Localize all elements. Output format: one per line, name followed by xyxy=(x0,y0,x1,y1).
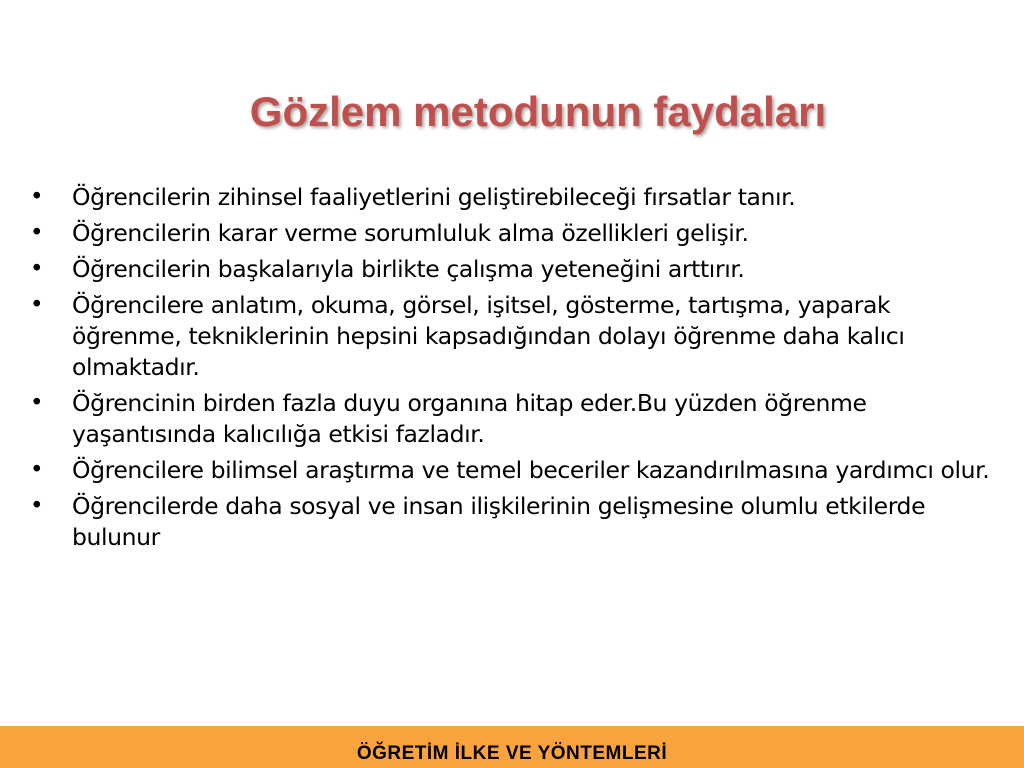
list-item xyxy=(30,491,990,553)
bullet-icon: • xyxy=(30,184,44,210)
list-item xyxy=(30,182,990,213)
list-item-text: Öğrencilerde daha sosyal ve insan ilişkilerinin gelişmesine olumlu etkilerde bulunur xyxy=(72,492,926,551)
list-item-text: Öğrencilerin başkalarıyla birlikte çalışma yeteneğini arttırır. xyxy=(72,255,745,283)
bullet-icon: • xyxy=(30,493,44,519)
list-item-text: Öğrencilere bilimsel araştırma ve temel beceriler kazandırılmasına yardımcı olur. xyxy=(72,456,990,484)
footer-bar xyxy=(0,726,1024,768)
bullet-icon: • xyxy=(30,457,44,483)
list-item-text: Öğrencinin birden fazla duyu organına hitap eder.Bu yüzden öğrenme yaşantısında kalıcılığa etkisi fazladır. xyxy=(72,389,867,448)
bullet-icon: • xyxy=(30,292,44,318)
bullet-icon: • xyxy=(30,256,44,282)
list-item xyxy=(30,218,990,249)
list-item-text: Öğrencilere anlatım, okuma, görsel, işitsel, gösterme, tartışma, yaparak öğrenme, tekniklerinin hepsini kapsadığından dolayı öğrenme daha kalıcı olmaktadır. xyxy=(72,291,905,381)
bullet-icon: • xyxy=(30,220,44,246)
bullet-list xyxy=(30,182,990,558)
slide-title: Gözlem metodunun faydaları xyxy=(249,88,827,135)
bullet-icon: • xyxy=(30,390,44,416)
list-item xyxy=(30,388,990,450)
list-item xyxy=(30,254,990,285)
list-item xyxy=(30,455,990,486)
footer-title: ÖĞRETİM İLKE VE YÖNTEMLERİ xyxy=(356,743,668,764)
list-item-text: Öğrencilerin karar verme sorumluluk alma özellikleri gelişir. xyxy=(72,219,749,247)
list-item-text: Öğrencilerin zihinsel faaliyetlerini geliştirebileceği fırsatlar tanır. xyxy=(72,183,796,211)
list-item xyxy=(30,290,990,383)
